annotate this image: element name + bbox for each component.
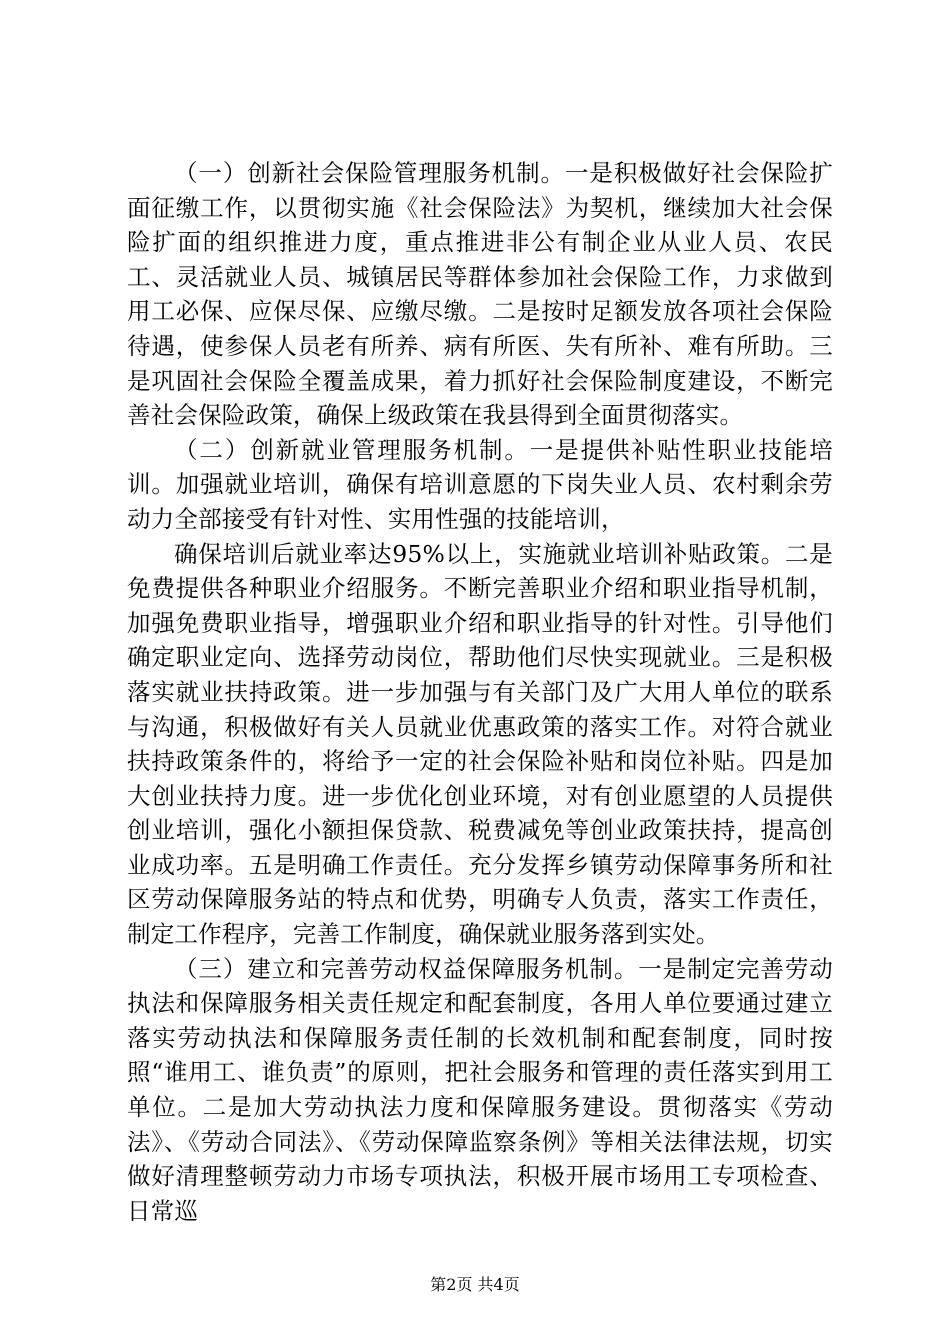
page-number-footer: 第2页 共4页 [430, 1275, 520, 1294]
paragraph-labor-rights: （三）建立和完善劳动权益保障服务机制。一是制定完善劳动执法和保障服务相关责任规定和配套制度，各用人单位要通过建立落实劳动执法和保障服务责任制的长效机制和配套制度，同时按照“谁用工、谁负责”的原则，把社会服务和管理的责任落实到用工单位。二是加大劳动执法力度和保障服务建设。贯彻落实《劳动法》、《劳动合同法》、《劳动保障监察条例》等相关法律法规，切实做好清理整顿劳动力市场专项执法，积极开展市场用工专项检查、日常巡 [127, 954, 833, 1225]
paragraph-employment-intro: （二）创新就业管理服务机制。一是提供补贴性职业技能培训。加强就业培训，确保有培训意愿的下岗失业人员、农村剩余劳动力全部接受有针对性、实用性强的技能培训， [127, 435, 833, 533]
paragraph-social-insurance: （一）创新社会保险管理服务机制。一是积极做好社会保险扩面征缴工作，以贯彻实施《社会保险法》为契机，继续加大社会保险扩面的组织推进力度，重点推进非公有制企业从业人员、农民工、灵活就业人员、城镇居民等群体参加社会保险工作，力求做到用工必保、应保尽保、应缴尽缴。二是按时足额发放各项社会保险待遇，使参保人员老有所养、病有所医、失有所补、难有所助。三是巩固社会保险全覆盖成果，着力抓好社会保险制度建设，不断完善社会保险政策，确保上级政策在我县得到全面贯彻落实。 [127, 159, 833, 430]
paragraph-employment-details: 确保培训后就业率达95%以上，实施就业培训补贴政策。二是免费提供各种职业介绍服务。不断完善职业介绍和职业指导机制，加强免费职业指导，增强职业介绍和职业指导的针对性。引导他们确定职业定向、选择劳动岗位，帮助他们尽快实现就业。三是积极落实就业扶持政策。进一步加强与有关部门及广大用人单位的联系与沟通，积极做好有关人员就业优惠政策的落实工作。对符合就业扶持政策条件的，将给予一定的社会保险补贴和岗位补贴。四是加大创业扶持力度。进一步优化创业环境，对有创业愿望的人员提供创业培训，强化小额担保贷款、税费减免等创业政策扶持，提高创业成功率。五是明确工作责任。充分发挥乡镇劳动保障事务所和社区劳动保障服务站的特点和优势，明确专人负责，落实工作责任，制定工作程序，完善工作制度，确保就业服务落到实处。 [127, 539, 833, 949]
document-body [127, 156, 833, 1228]
